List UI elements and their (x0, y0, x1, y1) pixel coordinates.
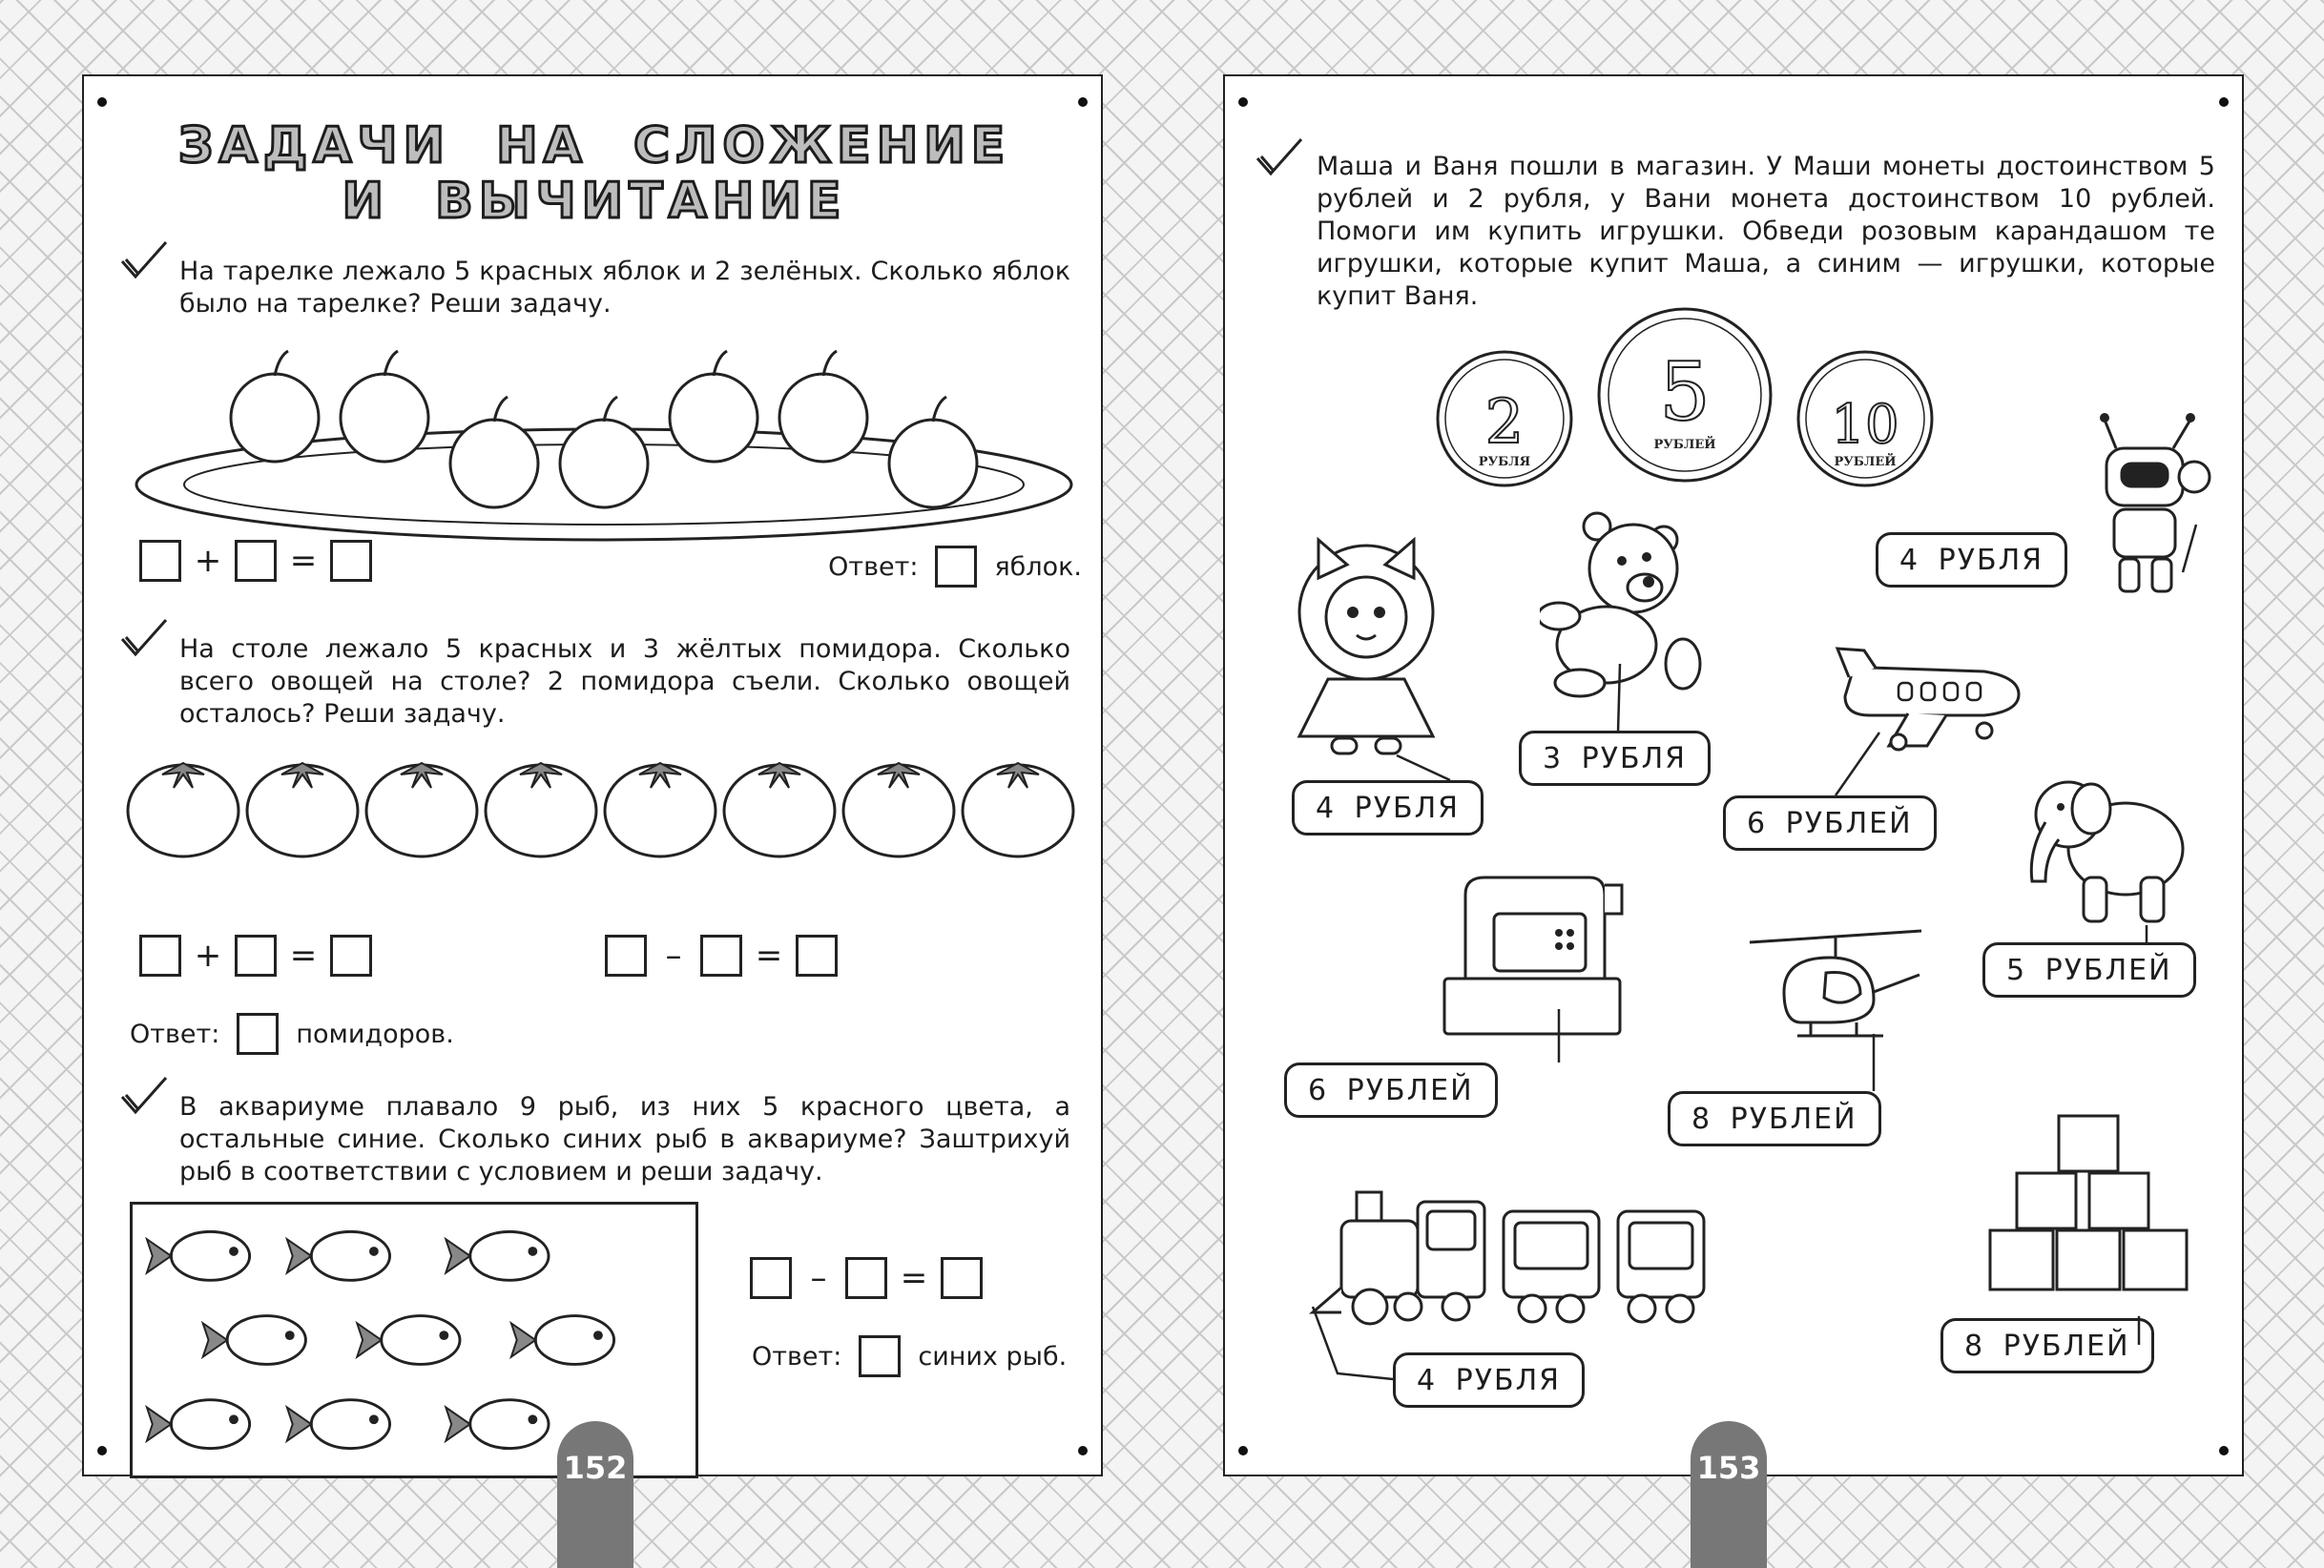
answer-label: Ответ: (130, 1019, 220, 1049)
right-page (1223, 74, 2244, 1476)
task2-equation-1 (139, 935, 372, 977)
equals-sign: = (755, 937, 783, 975)
answer-unit: яблок. (994, 551, 1082, 582)
price-tag-doll[interactable]: 4 РУБЛЯ (1292, 780, 1484, 836)
price-tag-cubes[interactable]: 8 РУБЛЕЙ (1940, 1318, 2154, 1373)
checkmark-icon (118, 238, 170, 284)
equals-sign: = (289, 937, 318, 975)
svg-text:10: 10 (1831, 394, 1899, 456)
answer-box[interactable] (935, 546, 977, 588)
price-tag-airplane[interactable]: 6 РУБЛЕЙ (1723, 795, 1937, 851)
answer-box[interactable] (700, 935, 742, 977)
plus-sign: + (194, 937, 222, 975)
apples-on-plate-illustration (132, 322, 1076, 542)
minus-sign: – (665, 937, 682, 975)
answer-unit: синих рыб. (918, 1341, 1068, 1372)
pin-dot (97, 1446, 107, 1455)
equals-sign: = (900, 1259, 928, 1297)
answer-box[interactable] (330, 540, 372, 582)
answer-box[interactable] (845, 1257, 887, 1299)
answer-box[interactable] (796, 935, 838, 977)
minus-sign: – (810, 1259, 827, 1297)
task2-equation-2 (605, 935, 838, 977)
svg-text:РУБЛЕЙ: РУБЛЕЙ (1834, 455, 1897, 469)
shop-task-text: Маша и Ваня пошли в магазин. У Маши монеты достоинством 5 рублей и 2 рубля, у Вани монета достоинством 10 рублей. Помоги им купить игрушки. Обведи розовым карандашом те игрушки, которые купит Маша, а синим — игрушки, которые купит Ваня. (1317, 152, 2215, 311)
answer-box[interactable] (941, 1257, 983, 1299)
pin-dot (97, 97, 107, 107)
answer-box[interactable] (859, 1335, 901, 1377)
answer-label: Ответ: (828, 551, 919, 582)
task3-text: В аквариуме плавало 9 рыб, из них 5 красного цвета, а остальные синие. Сколько синих рыб в аквариуме? Заштрихуй рыб в соответствии с условием и реши задачу. (179, 1092, 1070, 1186)
task2-text: На столе лежало 5 красных и 3 жёлтых помидора. Сколько всего овощей на столе? 2 помидора съели. Сколько овощей осталось? Реши задачу. (179, 634, 1070, 729)
plus-sign: + (194, 542, 222, 580)
task1-equation (139, 540, 372, 582)
task1-text: На тарелке лежало 5 красных яблок и 2 зелёных. Сколько яблок было на тарелке? Реши задачу. (179, 257, 1070, 319)
answer-box[interactable] (139, 935, 181, 977)
pin-dot (1078, 1446, 1088, 1455)
checkmark-icon (118, 1074, 170, 1120)
price-tag-sewing-machine[interactable]: 6 РУБЛЕЙ (1284, 1063, 1498, 1118)
task1-answer (828, 546, 1082, 588)
price-tag-helicopter[interactable]: 8 РУБЛЕЙ (1668, 1091, 1881, 1146)
answer-box[interactable] (750, 1257, 792, 1299)
page-title: ЗАДАЧИ НА СЛОЖЕНИЕ (177, 117, 1011, 175)
price-tag-bear[interactable]: 3 РУБЛЯ (1519, 731, 1711, 786)
pin-dot (1078, 97, 1088, 107)
page-number-152: 152 (557, 1421, 633, 1568)
price-connector-lines (1225, 76, 2246, 1478)
task2-answer (130, 1013, 454, 1055)
svg-text:2: 2 (1484, 387, 1525, 458)
answer-box[interactable] (605, 935, 647, 977)
task3-answer (752, 1335, 1067, 1377)
page-title-line2: И ВЫЧИТАНИЕ (342, 173, 847, 230)
answer-box[interactable] (237, 1013, 279, 1055)
equals-sign: = (289, 542, 318, 580)
answer-box[interactable] (235, 540, 277, 582)
answer-box[interactable] (139, 540, 181, 582)
price-tag-robot[interactable]: 4 РУБЛЯ (1876, 532, 2067, 588)
answer-unit: помидоров. (296, 1019, 454, 1049)
answer-box[interactable] (235, 935, 277, 977)
svg-text:РУБЛЕЙ: РУБЛЕЙ (1653, 438, 1716, 452)
price-tag-elephant[interactable]: 5 РУБЛЕЙ (1982, 942, 2196, 998)
price-tag-train[interactable]: 4 РУБЛЯ (1393, 1352, 1585, 1408)
answer-box[interactable] (330, 935, 372, 977)
checkmark-icon (118, 616, 170, 662)
svg-text:5: 5 (1659, 345, 1711, 439)
answer-label: Ответ: (752, 1341, 842, 1372)
tomatoes-illustration (126, 734, 1080, 858)
page-number-153: 153 (1691, 1421, 1767, 1568)
svg-text:РУБЛЯ: РУБЛЯ (1478, 455, 1531, 469)
task3-equation (750, 1257, 983, 1299)
left-page (82, 74, 1103, 1476)
